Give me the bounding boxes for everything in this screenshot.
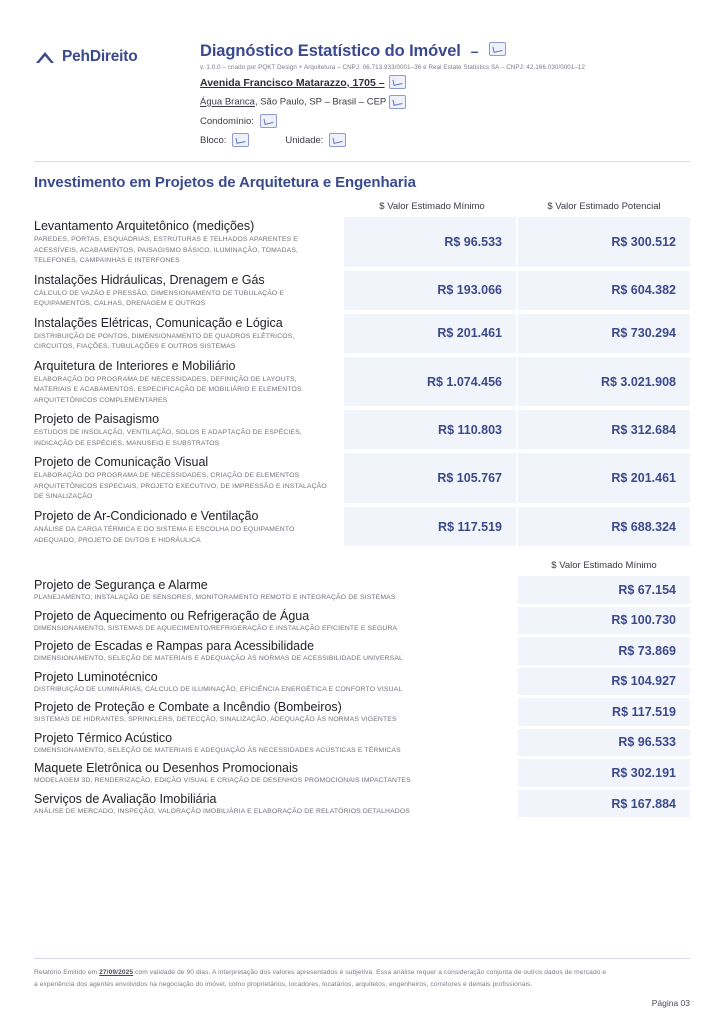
row-title: Projeto de Segurança e Alarme (34, 578, 208, 593)
row-value-min: R$ 96.533 (518, 729, 690, 757)
edit-badge-icon[interactable] (389, 75, 406, 89)
address-line-2 (200, 95, 690, 109)
table-row (34, 729, 690, 757)
table2-column-headers (34, 560, 690, 571)
address-line-1-wrap (200, 71, 690, 91)
row-value-min: R$ 105.767 (344, 453, 516, 503)
row-title: Projeto Luminotécnico (34, 669, 158, 684)
doc-title-row (200, 42, 690, 61)
edit-badge-icon[interactable] (232, 133, 249, 147)
condominio-row (200, 114, 690, 128)
row-value-max: R$ 688.324 (518, 507, 690, 546)
row-description (34, 271, 342, 310)
row-value-max: R$ 201.461 (518, 453, 690, 503)
footer-date: 27/09/2025 (99, 968, 134, 976)
unidade-label: Unidade: (285, 134, 324, 146)
table2-body (34, 576, 690, 817)
section-title: Investimento em Projetos de Arquitetura e Engenharia (34, 174, 416, 191)
row-value-min: R$ 67.154 (518, 576, 690, 604)
table-row (34, 507, 690, 546)
row-value-min: R$ 100.730 (518, 607, 690, 635)
row-description (34, 453, 342, 503)
report-header (34, 26, 690, 147)
table-row (34, 217, 690, 267)
row-subtitle: SISTEMAS DE HIDRANTES, SPRINKLERS, DETECÇÃO, SINALIZAÇÃO, ADEQUAÇÃO ÀS NORMAS VIGENTES (34, 716, 397, 724)
row-value-min: R$ 104.927 (518, 668, 690, 696)
address-neighborhood: Água Branca (200, 96, 255, 108)
row-title: Levantamento Arquitetônico (medições) (34, 219, 255, 233)
row-description (34, 576, 516, 604)
table-row (34, 668, 690, 696)
row-description (34, 790, 516, 818)
row-description (34, 410, 342, 449)
table-row (34, 637, 690, 665)
footer-line-1: com validade de 90 dias. A interpretação dos valores apresentados é subjetiva. Essa análise requer a consideração conjunta de outros dados de mercado e (135, 968, 607, 976)
row-value-min: R$ 73.869 (518, 637, 690, 665)
header-divider (34, 161, 690, 162)
brand-name: PehDireito (62, 48, 138, 65)
edit-badge-icon[interactable] (389, 95, 406, 109)
row-subtitle: ANÁLISE DA CARGA TÉRMICA E DO SISTEMA E ESCOLHA DO EQUIPAMENTO ADEQUADO, PROJETO DE DUTOS E HIDRÁULICA (34, 525, 295, 544)
row-description (34, 357, 342, 407)
row-subtitle: DISTRIBUIÇÃO DE LUMINÁRIAS, CÁLCULO DE ILUMINAÇÃO, EFICIÊNCIA ENERGÉTICA E CONFORTO VISUAL (34, 685, 403, 693)
title-dash: – (470, 43, 479, 59)
page-title: Diagnóstico Estatístico do Imóvel (200, 42, 461, 60)
row-title: Serviços de Avaliação Imobiliária (34, 791, 217, 806)
condominio-label: Condomínio: (200, 115, 254, 127)
row-title: Projeto de Ar-Condicionado e Ventilação (34, 508, 259, 523)
row-title: Instalações Elétricas, Comunicação e Lógica (34, 315, 283, 330)
footer-prefix: Relatório Emitido em (34, 968, 98, 976)
table-row (34, 698, 690, 726)
row-subtitle: DIMENSIONAMENTO, SISTEMAS DE AQUECIMENTO/REFRIGERAÇÃO E INSTALAÇÃO EFICIENTE E SEGURA (34, 624, 398, 632)
row-title: Projeto de Escadas e Rampas para Acessibilidade (34, 639, 315, 654)
row-subtitle: DIMENSIONAMENTO, SELEÇÃO DE MATERIAIS E ADEQUAÇÃO ÀS NORMAS DE ACESSIBILIDADE UNIVERSAL (34, 655, 403, 663)
row-value-max: R$ 312.684 (518, 410, 690, 449)
row-value-min: R$ 96.533 (344, 217, 516, 267)
edit-badge-icon[interactable] (489, 42, 506, 56)
row-title: Projeto de Comunicação Visual (34, 455, 209, 470)
row-value-min: R$ 117.519 (344, 507, 516, 546)
row-description (34, 507, 342, 546)
row-subtitle: DIMENSIONAMENTO, SELEÇÃO DE MATERIAIS E ADEQUAÇÃO ÀS NECESSIDADES ACÚSTICAS E TÉRMICAS (34, 746, 401, 754)
bloco-unidade-row (200, 133, 690, 147)
row-description (34, 637, 516, 665)
table-row (34, 314, 690, 353)
row-value-min: R$ 302.191 (518, 759, 690, 787)
chevron-up-logo-icon (34, 48, 56, 66)
edit-badge-icon[interactable] (329, 133, 346, 147)
table-row (34, 357, 690, 407)
table1-column-headers (34, 201, 690, 212)
address-city-state: , São Paulo, SP – Brasil – CEP (254, 96, 387, 108)
row-value-min: R$ 193.066 (344, 271, 516, 310)
row-value-min: R$ 201.461 (344, 314, 516, 353)
table-row (34, 759, 690, 787)
table1-body (34, 217, 690, 546)
report-footer (34, 958, 690, 1008)
row-description (34, 698, 516, 726)
bloco-label: Bloco: (200, 134, 227, 146)
row-subtitle: ANÁLISE DE MERCADO, INSPEÇÃO, VALORAÇÃO IMOBILIÁRIA E ELABORAÇÃO DE RELATÓRIOS DETALHADOS (34, 807, 410, 815)
row-description (34, 314, 342, 353)
table2-col-min-header: $ Valor Estimado Mínimo (551, 560, 657, 572)
row-value-max: R$ 300.512 (518, 217, 690, 267)
row-description (34, 607, 516, 635)
row-value-min: R$ 110.803 (344, 410, 516, 449)
table-row (34, 453, 690, 503)
footer-disclaimer (34, 967, 690, 980)
page-number: Página 03 (651, 998, 690, 1008)
table1-col-min-header: $ Valor Estimado Mínimo (379, 201, 485, 212)
row-subtitle: ELABORAÇÃO DO PROGRAMA DE NECESSIDADES, DEFINIÇÃO DE LAYOUTS, MATERIAIS E ACABAMENTOS, ESPECIFICAÇÃO DE MOBILIÁRIO E ELEMENTOS ARQUITETÔNICOS COMPLEMENTARES (34, 375, 302, 404)
table-row (34, 576, 690, 604)
row-description (34, 759, 516, 787)
row-subtitle: ELABORAÇÃO DO PROGRAMA DE NECESSIDADES, CRIAÇÃO DE ELEMENTOS ARQUITETÔNICOS ESPECIAIS, PROJETO EXECUTIVO, DE IMPRESSÃO E INSTALAÇÃO DE SINALIZAÇÃO (34, 472, 327, 501)
row-value-max: R$ 3.021.908 (518, 357, 690, 407)
row-subtitle: PLANEJAMENTO, INSTALAÇÃO DE SENSORES, MONITORAMENTO REMOTO E INTEGRAÇÃO DE SISTEMAS (34, 594, 396, 602)
row-description (34, 668, 516, 696)
table-row (34, 790, 690, 818)
header-main (200, 26, 690, 147)
row-title: Projeto Térmico Acústico (34, 730, 173, 745)
footer-disclaimer-2: a experiência dos agentes envolvidos na negociação do imóvel, como proprietários, locadores, locatários, arquitetos, engenheiros, corretores e demais profissionais. (34, 981, 533, 989)
row-title: Projeto de Proteção e Combate a Incêndio (Bombeiros) (34, 700, 342, 715)
row-value-min: R$ 117.519 (518, 698, 690, 726)
row-subtitle: ESTUDOS DE INSOLAÇÃO, VENTILAÇÃO, SOLOS E ADAPTAÇÃO DE ESPÉCIES, INDICAÇÃO DE ESPÉCIES, MANUSEIO E SUBSTRATOS (34, 429, 302, 447)
table1-col-max-header: $ Valor Estimado Potencial (547, 201, 661, 212)
row-subtitle: PAREDES, PORTAS, ESQUADRIAS, ESTRUTURAS E TELHADOS APARENTES E ACESSÍVEIS, ACABAMENTOS, PAISAGISMO BÁSICO, ILUMINAÇÃO, TOMADAS, TELEFONES, CAMPAINHAS E INTERFONES (34, 236, 299, 265)
row-value-min: R$ 167.884 (518, 790, 690, 818)
row-value-max: R$ 604.382 (518, 271, 690, 310)
row-title: Maquete Eletrônica ou Desenhos Promocionais (34, 761, 299, 776)
row-value-min: R$ 1.074.456 (344, 357, 516, 407)
table-row (34, 607, 690, 635)
footer-divider (34, 958, 690, 959)
row-title: Arquitetura de Interiores e Mobiliário (34, 358, 236, 373)
row-subtitle: MODELAGEM 3D, RENDERIZAÇÃO, EDIÇÃO VISUAL E CRIAÇÃO DE DESENHOS PROMOCIONAIS IMPACTANTES (34, 777, 411, 785)
row-value-max: R$ 730.294 (518, 314, 690, 353)
row-title: Instalações Hidráulicas, Drenagem e Gás (34, 272, 265, 287)
row-title: Projeto de Aquecimento ou Refrigeração de Água (34, 608, 310, 623)
row-description (34, 729, 516, 757)
address-street: Avenida Francisco Matarazzo, 1705 – (200, 77, 385, 89)
table-row (34, 410, 690, 449)
row-subtitle: CÁLCULO DE VAZÃO E PRESSÃO, DIMENSIONAMENTO DE TUBULAÇÃO E EQUIPAMENTOS, CALHAS, DRENAGEM E OUTROS (34, 289, 285, 308)
row-description (34, 217, 342, 267)
brand-logo (34, 26, 184, 66)
table-row (34, 271, 690, 310)
row-title: Projeto de Paisagismo (34, 412, 160, 427)
edit-badge-icon[interactable] (260, 114, 277, 128)
doc-subtitle: v. 1.0.0 – criado por PQKT Design + Arquitetura – CNPJ: 06.713.933/0001–36 e Real Estate Statistics SA – CNPJ: 42.166.030/0001–12 (200, 64, 586, 71)
row-subtitle: DISTRIBUIÇÃO DE PONTOS, DIMENSIONAMENTO DE QUADROS ELÉTRICOS, CIRCUITOS, FIAÇÕES, TUBULAÇÕES E OUTROS SISTEMAS (34, 332, 295, 351)
